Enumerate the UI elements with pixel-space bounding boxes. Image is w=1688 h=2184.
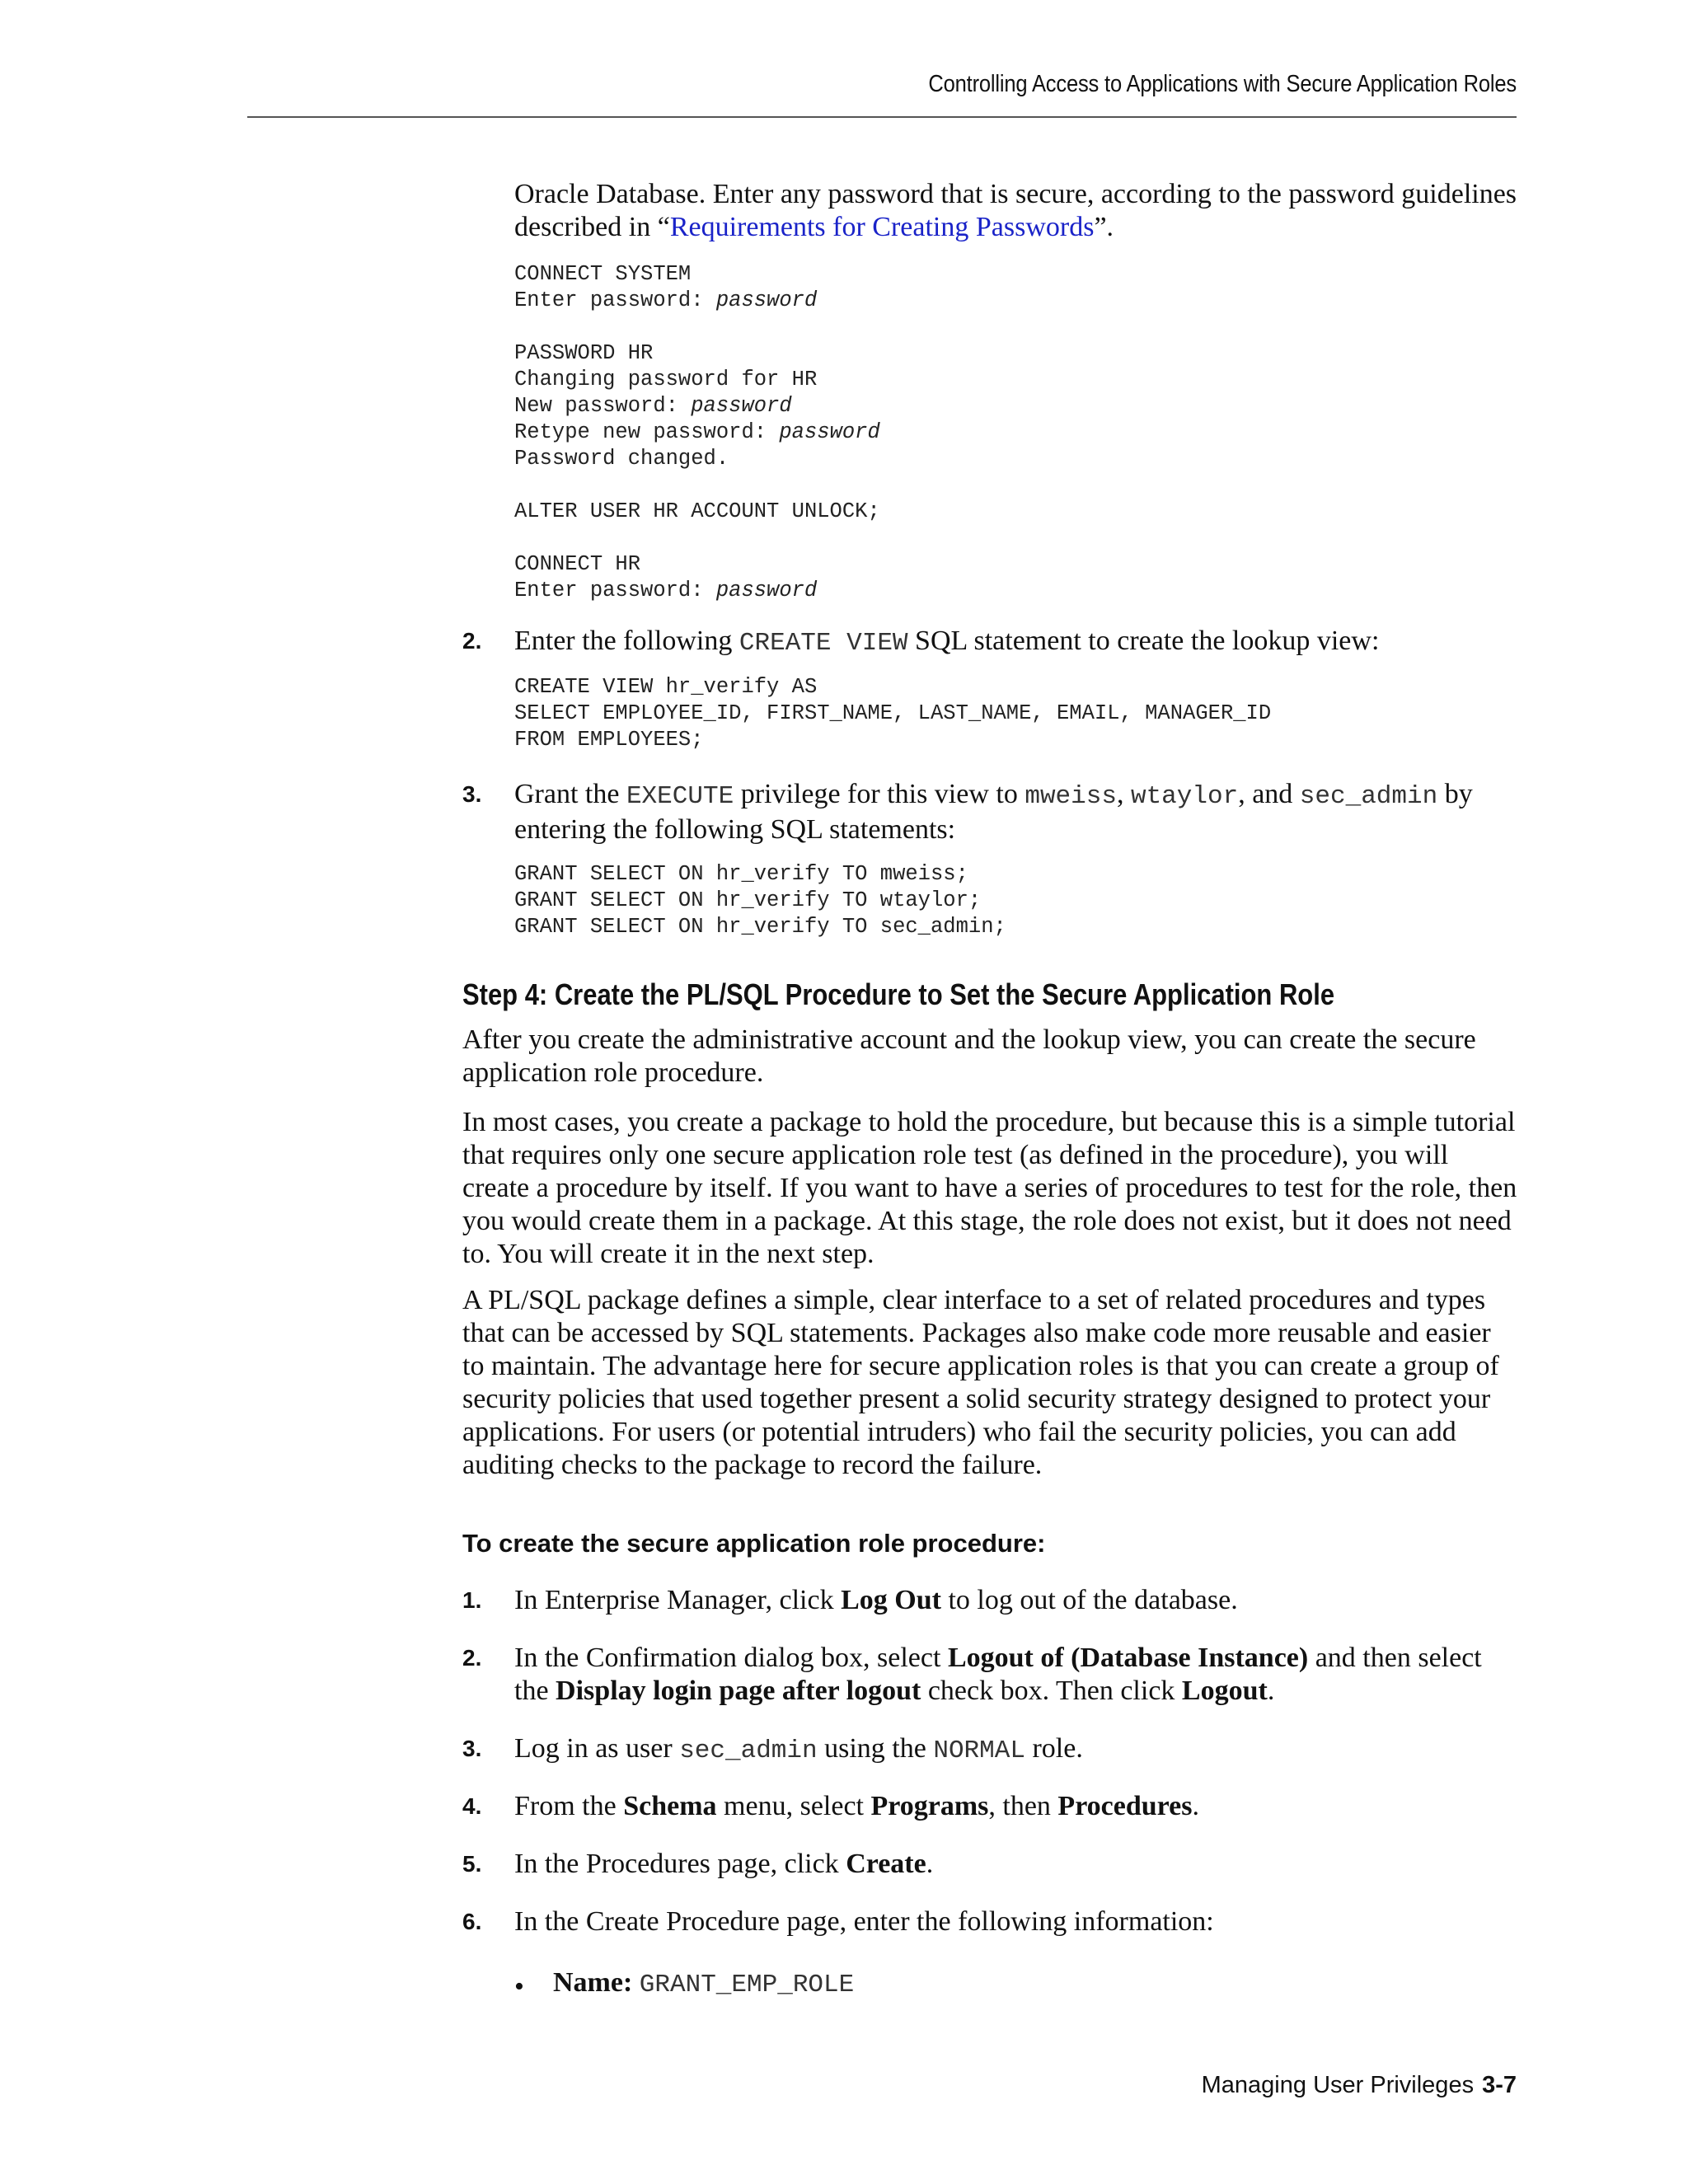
code-line: CONNECT SYSTEM [514, 262, 692, 286]
step-3-text [514, 778, 1520, 846]
header-rule [247, 116, 1517, 118]
page-footer [1202, 2072, 1517, 2099]
code-block-create-view [514, 674, 1520, 753]
code-line: Retype new password: [514, 420, 780, 444]
text: by entering the following SQL statements: [514, 779, 1473, 845]
code-line: ALTER USER HR ACCOUNT UNLOCK; [514, 499, 880, 523]
ui-term: Create [846, 1849, 926, 1879]
text: using the [817, 1733, 934, 1764]
code-line: GRANT SELECT ON hr_verify TO mweiss; [514, 862, 968, 886]
proc-step-1 [514, 1584, 1520, 1617]
ui-term: Logout of (Database Instance) [947, 1643, 1309, 1673]
code-line: GRANT SELECT ON hr_verify TO wtaylor; [514, 888, 982, 912]
inline-code: NORMAL [933, 1736, 1025, 1765]
text: . [926, 1849, 934, 1879]
text: . [1267, 1675, 1275, 1706]
text: menu, select [716, 1791, 871, 1821]
requirements-link[interactable]: Requirements for Creating Passwords [669, 212, 1095, 242]
code-line: Enter password: [514, 579, 716, 602]
code-line: FROM EMPLOYEES; [514, 728, 704, 752]
text: In the Procedures page, click [514, 1849, 846, 1879]
code-placeholder: password [715, 288, 818, 312]
intro-text: Oracle Database. Enter any password that is secure, according to the password guidelines described in “ [514, 179, 1517, 242]
ui-term: Procedures [1057, 1791, 1193, 1821]
ui-term: Programs [870, 1791, 989, 1821]
step-number: 2. [462, 1645, 482, 1671]
code-block-grant [514, 861, 1520, 940]
body-paragraph: In most cases, you create a package to hold the procedure, but because this is a simple tutorial that requires only one secure application role test (as defined in the procedure), you will create a procedure by itself. If you want to have a series of procedures to test for the role, then you would create them in a package. At this stage, the role does not exist, but it does not need to. You will create it in the next step. [462, 1107, 1517, 1269]
code-line: GRANT SELECT ON hr_verify TO sec_admin; [514, 915, 1006, 939]
inline-code: sec_admin [679, 1736, 818, 1765]
text: role. [1025, 1733, 1083, 1764]
text: Grant the [514, 779, 626, 809]
code-block-password [514, 261, 1520, 604]
text: In Enterprise Manager, click [514, 1585, 842, 1615]
step-number: 2. [462, 628, 482, 654]
ui-term: Logout [1181, 1675, 1268, 1706]
text: check box. Then click [921, 1675, 1182, 1706]
ui-term: Display login page after logout [556, 1675, 921, 1706]
proc-step-2 [514, 1642, 1520, 1708]
text: In the Confirmation dialog box, select [514, 1643, 948, 1673]
proc-step-5 [514, 1848, 1520, 1881]
code-placeholder: password [691, 394, 792, 418]
proc-step-4 [514, 1790, 1520, 1823]
proc-step-6: In the Create Procedure page, enter the following information: [514, 1906, 1214, 1937]
intro-text-end: ”. [1094, 212, 1114, 242]
page-number: 3-7 [1482, 2072, 1517, 2098]
inline-code: mweiss [1025, 782, 1117, 811]
body-paragraph: After you create the administrative account and the lookup view, you can create the secure application role procedure. [462, 1024, 1476, 1088]
page-header: Controlling Access to Applications with Secure Application Roles [928, 71, 1517, 97]
intro-paragraph [514, 178, 1520, 244]
step-number: 5. [462, 1851, 482, 1877]
code-placeholder: password [779, 420, 880, 444]
text: Enter the following [514, 626, 739, 656]
body-paragraph: A PL/SQL package defines a simple, clear interface to a set of related procedures and types that can be accessed by SQL statements. Packages also make code more reusable and easier to maintain. The advantage here for secure application roles is that you can create a group of security policies that used together present a solid security strategy designed to protect your applications. For users (or potential intruders) who fail the security policies, you can add auditing checks to the package to record the failure. [462, 1285, 1499, 1480]
step-number: 1. [462, 1587, 482, 1613]
procedure-heading: To create the secure application role procedure: [462, 1529, 1046, 1558]
bullet-dot: • [514, 1971, 524, 2002]
inline-code: wtaylor [1130, 782, 1239, 811]
code-line: PASSWORD HR [514, 341, 654, 365]
step-number: 3. [462, 781, 482, 807]
proc-step-3 [514, 1732, 1520, 1768]
footer-section: Managing User Privileges [1201, 2072, 1475, 2098]
code-line: SELECT EMPLOYEE_ID, FIRST_NAME, LAST_NAME, EMAIL, MANAGER_ID [514, 701, 1272, 725]
inline-code: CREATE VIEW [738, 629, 908, 658]
inline-code: EXECUTE [626, 782, 734, 811]
text: . [1192, 1791, 1199, 1821]
code-line: New password: [514, 394, 692, 418]
text: SQL statement to create the lookup view: [907, 626, 1380, 656]
code-line: Changing password for HR [514, 368, 818, 391]
ui-term: Log Out [841, 1585, 941, 1615]
text: privilege for this view to [734, 779, 1025, 809]
ui-term: Schema [623, 1791, 717, 1821]
text: From the [514, 1791, 624, 1821]
text: , then [988, 1791, 1058, 1821]
field-label: Name: [553, 1967, 633, 1998]
code-line: Enter password: [514, 288, 716, 312]
inline-code: sec_admin [1299, 782, 1438, 811]
text: and then select the [514, 1643, 1482, 1706]
step-number: 4. [462, 1793, 482, 1819]
text: , and [1238, 779, 1300, 809]
code-placeholder: password [715, 579, 818, 602]
step-number: 3. [462, 1736, 482, 1761]
inline-code: GRANT_EMP_ROLE [639, 1971, 855, 1999]
step-2-text [514, 625, 1520, 660]
text: , [1116, 779, 1131, 809]
code-line: Password changed. [514, 447, 729, 471]
text: to log out of the database. [940, 1585, 1238, 1615]
step-number: 6. [462, 1909, 482, 1934]
code-line: CREATE VIEW hr_verify AS [514, 675, 818, 699]
section-heading: Step 4: Create the PL/SQL Procedure to Set the Secure Application Role [462, 977, 1335, 1011]
code-line: CONNECT HR [514, 552, 641, 576]
text: Log in as user [514, 1733, 680, 1764]
bullet-item [553, 1966, 1509, 2002]
